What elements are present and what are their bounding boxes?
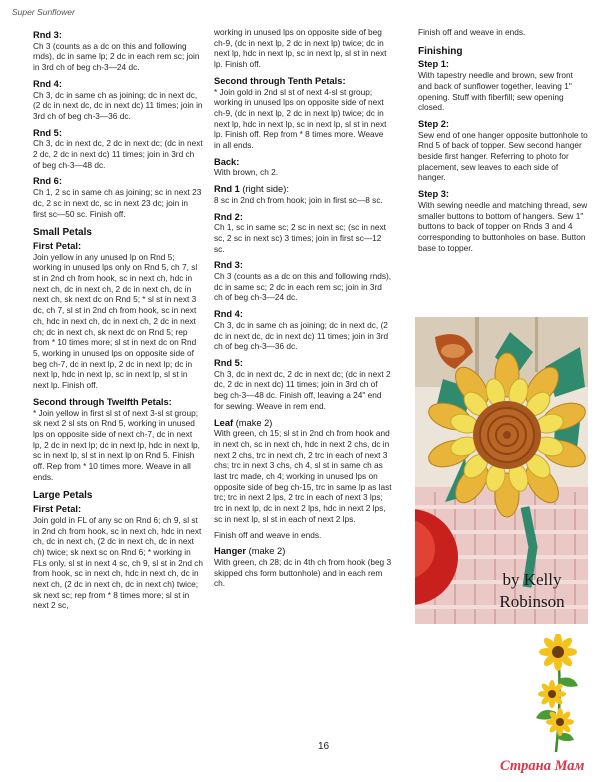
back-rnd2-text: Ch 1, sc in same sc; 2 sc in next sc; (sc in next sc, 2 sc in next sc) 3 times; join in first sc—12 sc. — [214, 222, 386, 254]
back-rnd1-heading — [214, 184, 392, 195]
step1-text: With tapestry needle and brown, sew front and back of sunflower together, leaving 1" opening. Stuff with fiberfill; sew opening closed. — [418, 70, 573, 113]
back-rnd2-heading: Rnd 2: — [214, 211, 243, 222]
hanger-label: Hanger — [214, 546, 247, 557]
step3-text: With sewing needle and matching thread, sew smaller buttons to bottom of hangers. Sew 1" buttons to back of topper on Rnds 3 and 4 corresponding to buttonholes on base. Button base to topper. — [418, 199, 588, 253]
hanger-make: (make 2) — [246, 546, 286, 557]
large-first-petal-heading: First Petal: — [33, 504, 82, 515]
rnd4-heading: Rnd 4: — [33, 78, 62, 89]
back-rnd3-text: Ch 3 (counts as a dc on this and following rnds), dc in same sc; 2 dc in each rem sc; join in 3rd ch of beg ch-3—24 dc. — [214, 271, 392, 303]
leaf-finish-text: Finish off and weave in ends. — [214, 529, 322, 540]
column-3 — [418, 27, 588, 254]
back-rnd5-text: Ch 3, dc in next dc, 2 dc in next dc; (dc in next 2 dc, 2 dc in next dc) 11 times; join in 3rd ch of beg ch-3—48 dc. Finish off, leaving a 24" end for sewing. Weave in rem end. — [214, 368, 391, 411]
back-text: With brown, ch 2. — [214, 167, 279, 178]
photo-byline — [487, 569, 577, 613]
second-tenth-text: * Join gold in 2nd sl st of next 4-sl st group; working in unused lps on opposite side of next ch-9, (dc in next lp, 2 dc in next lp) twice; dc in next lp, hdc in next lp, sc in next lp, sl st in next lp. Finish off. Rep from * 8 times more. Weave in all ends. — [214, 86, 387, 151]
hanger-text: With green, ch 28; dc in 4th ch from hook (beg 3 skipped chs form buttonhole) and in each rem ch. — [214, 556, 392, 589]
small-second-petals-text: * Join yellow in first sl st of next 3-sl st group; sk next 2 sl sts on Rnd 5, working in unused lps on opposite side of next ch-7, dc in next lp, 2 dc in next lp; dc in next lp, hdc in next lp, sc in next lp, sl st in next lp on Rnd 5. Finish off. Rep from * 10 times more. Weave in all ends. — [33, 407, 200, 482]
rnd6-text: Ch 1, 2 sc in same ch as joining; sc in next 23 dc, 2 sc in next dc, sc in next 23 dc; join in first sc—50 sc. Finish off. — [33, 187, 202, 219]
back-heading: Back: — [214, 156, 240, 167]
step2-text: Sew end of one hanger opposite buttonhole to Rnd 5 of back of topper. Sew second hanger beside first hanger. Referring to photo for placement, sew leaves to each side of hanger. — [418, 129, 588, 183]
leaf-label: Leaf — [214, 417, 234, 428]
rnd3-heading: Rnd 3: — [33, 30, 62, 40]
back-rnd5-heading: Rnd 5: — [214, 357, 243, 368]
finishing-heading: Finishing — [418, 45, 463, 57]
small-petals-heading: Small Petals — [33, 227, 92, 239]
leaf-make: (make 2) — [233, 417, 273, 428]
large-first-petal-text: Join gold in FL of any sc on Rnd 6; ch 9, sl st in 2nd ch from hook, sc in next ch, hdc in next ch, dc in next ch, (2 dc in next ch, dc in next ch) twice; sk next sc on Rnd 6; * working in FLs only, sl st in next 4 sc, ch 9, sl st in 2nd ch from hook, sc in next ch, hdc in next ch, dc in next ch, (2 dc in next ch, dc in next ch) twice; sk next sc; rep from * 8 times more; sl st in next 2 sc, — [33, 514, 204, 611]
back-rnd1-label: Rnd 1 — [214, 184, 240, 195]
rnd5-text: Ch 3, dc in next dc, 2 dc in next dc; (dc in next 2 dc, 2 dc in next dc) 11 times; join in 3rd ch of beg ch-3—48 dc. — [33, 138, 203, 170]
rnd5-heading: Rnd 5: — [33, 127, 62, 138]
back-rnd4-heading: Rnd 4: — [214, 309, 243, 320]
back-rnd4-text: Ch 3, dc in same ch as joining; dc in next dc, (2 dc in next dc, dc in next dc) 11 times; join in 3rd ch of beg ch-3—36 dc. — [214, 319, 389, 352]
large-first-petal-cont: working in unused lps on opposite side of beg ch-9, (dc in next lp, 2 dc in next lp) twice; dc in next lp, hdc in next lp, sc in next lp, sl st in next lp. Finish off. — [214, 27, 387, 70]
large-petals-heading: Large Petals — [33, 490, 93, 502]
back-rnd3-heading: Rnd 3: — [214, 260, 243, 271]
byline-line-1: by Kelly — [502, 570, 562, 589]
rnd6-heading: Rnd 6: — [33, 176, 62, 187]
sunflower-photo — [415, 317, 588, 624]
back-rnd1-text: 8 sc in 2nd ch from hook; join in first sc—8 sc. — [214, 194, 383, 205]
hanger-heading — [214, 546, 392, 557]
step1-heading: Step 1: — [418, 59, 449, 70]
column-1 — [33, 30, 203, 612]
byline-line-2: Robinson — [499, 592, 565, 611]
step2-heading: Step 2: — [418, 118, 449, 129]
running-header: Super Sunflower — [12, 7, 75, 17]
rnd4-text: Ch 3, dc in same ch as joining; dc in next dc, (2 dc in next dc, dc in next dc) 11 times; join in 3rd ch of beg ch-3—36 dc. — [33, 89, 203, 121]
column-2 — [214, 27, 392, 590]
page-number: 16 — [318, 741, 330, 752]
second-tenth-heading: Second through Tenth Petals: — [214, 75, 346, 86]
leaf-text: With green, ch 15; sl st in 2nd ch from hook and in next ch, sc in next ch, hdc in next 2 chs, dc in next 2 chs, trc in next ch, 2 trc in each of next 3 chs; trc in next 3 chs, ch 4, sl st in same ch as last trc made, ch 4; working in unused lps on opposite side of beg ch-15, trc in same lp as last trc; trc in next 2 lps, 2 trc in each of next 3 lps; trc in next lp, dc in next 2 lps, hdc in next 2 lps, sc in next lp, sl st in each of next 2 lps. — [214, 428, 392, 524]
small-second-petals-heading: Second through Twelfth Petals: — [33, 396, 172, 407]
back-rnd1-side: (right side): — [239, 184, 289, 195]
small-first-petal-heading: First Petal: — [33, 240, 82, 251]
watermark: Страна Мам — [500, 758, 585, 774]
leaf-heading — [214, 418, 392, 429]
hanger-finish-text: Finish off and weave in ends. — [418, 27, 526, 37]
step3-heading: Step 3: — [418, 189, 449, 200]
rnd3-text: Ch 3 (counts as a dc on this and following rnds), dc in same lp; 2 dc in each rem sc; join in 3rd ch of beg ch-3—24 dc. — [33, 40, 200, 73]
small-first-petal-text: Join yellow in any unused lp on Rnd 5; working in unused lps only on Rnd 5, ch 7, sl st in 2nd ch from hook, sc in next ch, hdc in next ch, dc in next ch, 2 dc in next ch, dc in next ch, sk next dc on Rnd 5; * sl st in next 3 dc, ch 7, sl st in 2nd ch from hook, sc in next ch, hdc in next ch, dc in next ch, 2 dc in next ch; dc in next ch, sk next dc on Rnd 5; rep from * 10 times more; sl st in next dc on Rnd 5, working in unused lps on opposite side of beg ch-7, dc in next lp, 2 dc in next lp; dc in next lp, hdc in next lp, sc in next lp, sl st in next lp. Finish off. — [33, 251, 198, 391]
sunflower-decoration-icon — [528, 634, 588, 754]
